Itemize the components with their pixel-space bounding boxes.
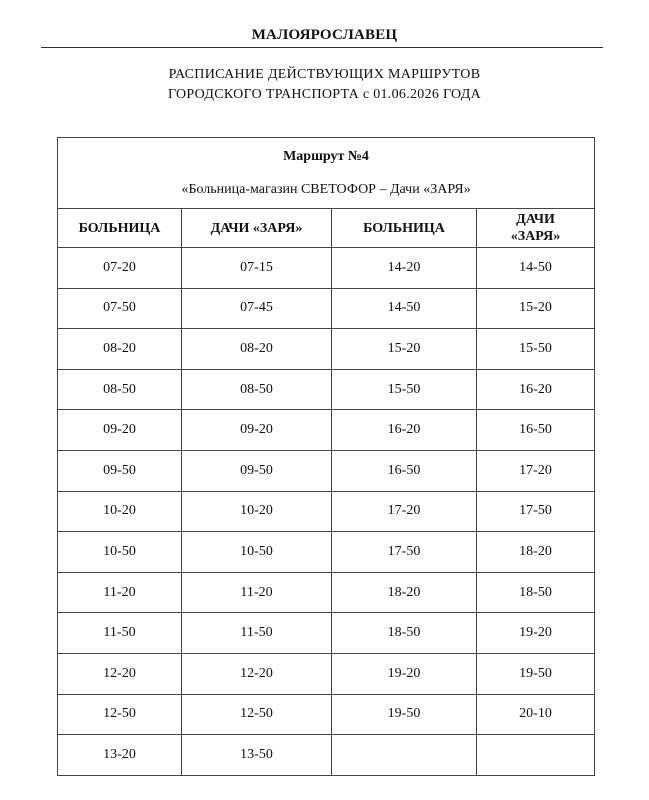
table-row xyxy=(58,613,595,654)
time-cell: 19-50 xyxy=(477,653,595,694)
time-cell: 13-20 xyxy=(58,735,182,776)
time-cell: 13-50 xyxy=(182,735,332,776)
time-cell: 16-50 xyxy=(332,450,477,491)
schedule-heading-line2: ГОРОДСКОГО ТРАНСПОРТА с 01.06.2026 ГОДА xyxy=(167,87,482,102)
time-cell: 08-20 xyxy=(58,329,182,370)
time-cell: 11-50 xyxy=(58,613,182,654)
time-cell: 14-20 xyxy=(332,248,477,289)
time-cell: 16-50 xyxy=(477,410,595,451)
time-cell: 15-50 xyxy=(332,369,477,410)
time-cell: 11-20 xyxy=(58,572,182,613)
table-row xyxy=(58,248,595,289)
time-cell: 17-50 xyxy=(332,532,477,573)
schedule-table xyxy=(57,137,595,776)
title-underline xyxy=(41,47,603,48)
time-cell: 15-20 xyxy=(477,288,595,329)
time-cell: 10-50 xyxy=(58,532,182,573)
time-cell: 10-20 xyxy=(58,491,182,532)
time-cell: 19-20 xyxy=(332,653,477,694)
schedule-body xyxy=(58,248,595,776)
table-row xyxy=(58,694,595,735)
time-cell: 17-20 xyxy=(332,491,477,532)
time-cell: 09-20 xyxy=(58,410,182,451)
table-row xyxy=(58,532,595,573)
time-cell: 20-10 xyxy=(477,694,595,735)
table-row xyxy=(58,410,595,451)
city-title: МАЛОЯРОСЛАВЕЦ xyxy=(251,27,398,43)
time-cell: 15-50 xyxy=(477,329,595,370)
time-cell: 18-50 xyxy=(477,572,595,613)
time-cell: 19-50 xyxy=(332,694,477,735)
time-cell: 19-20 xyxy=(477,613,595,654)
time-cell: 08-20 xyxy=(182,329,332,370)
time-cell xyxy=(332,735,477,776)
table-row xyxy=(58,329,595,370)
table-row xyxy=(58,288,595,329)
time-cell: 14-50 xyxy=(477,248,595,289)
time-cell: 14-50 xyxy=(332,288,477,329)
time-cell: 09-50 xyxy=(182,450,332,491)
table-row xyxy=(58,491,595,532)
table-row xyxy=(58,369,595,410)
schedule-heading-line1: РАСПИСАНИЕ ДЕЙСТВУЮЩИХ МАРШРУТОВ xyxy=(168,67,481,82)
time-cell: 07-45 xyxy=(182,288,332,329)
time-cell: 08-50 xyxy=(58,369,182,410)
time-cell: 09-50 xyxy=(58,450,182,491)
time-cell: 10-20 xyxy=(182,491,332,532)
time-cell: 16-20 xyxy=(477,369,595,410)
route-title-cell xyxy=(58,138,595,209)
time-cell: 16-20 xyxy=(332,410,477,451)
column-header: ДАЧИ «ЗАРЯ» xyxy=(182,209,332,248)
time-cell: 07-20 xyxy=(58,248,182,289)
table-row xyxy=(58,653,595,694)
time-cell: 10-50 xyxy=(182,532,332,573)
table-row xyxy=(58,572,595,613)
table-row xyxy=(58,735,595,776)
time-cell: 11-20 xyxy=(182,572,332,613)
time-cell: 07-15 xyxy=(182,248,332,289)
column-header: БОЛЬНИЦА xyxy=(58,209,182,248)
column-header: ДАЧИ «ЗАРЯ» xyxy=(477,209,595,248)
time-cell: 11-50 xyxy=(182,613,332,654)
time-cell: 12-20 xyxy=(182,653,332,694)
table-row xyxy=(58,450,595,491)
time-cell: 17-20 xyxy=(477,450,595,491)
time-cell: 18-20 xyxy=(332,572,477,613)
time-cell xyxy=(477,735,595,776)
time-cell: 12-50 xyxy=(58,694,182,735)
time-cell: 18-20 xyxy=(477,532,595,573)
time-cell: 12-20 xyxy=(58,653,182,694)
time-cell: 15-20 xyxy=(332,329,477,370)
route-description: «Больница-магазин СВЕТОФОР – Дачи «ЗАРЯ» xyxy=(181,181,471,197)
time-cell: 08-50 xyxy=(182,369,332,410)
time-cell: 07-50 xyxy=(58,288,182,329)
time-cell: 18-50 xyxy=(332,613,477,654)
time-cell: 09-20 xyxy=(182,410,332,451)
column-header: БОЛЬНИЦА xyxy=(332,209,477,248)
time-cell: 12-50 xyxy=(182,694,332,735)
route-name: Маршрут №4 xyxy=(283,148,369,164)
time-cell: 17-50 xyxy=(477,491,595,532)
